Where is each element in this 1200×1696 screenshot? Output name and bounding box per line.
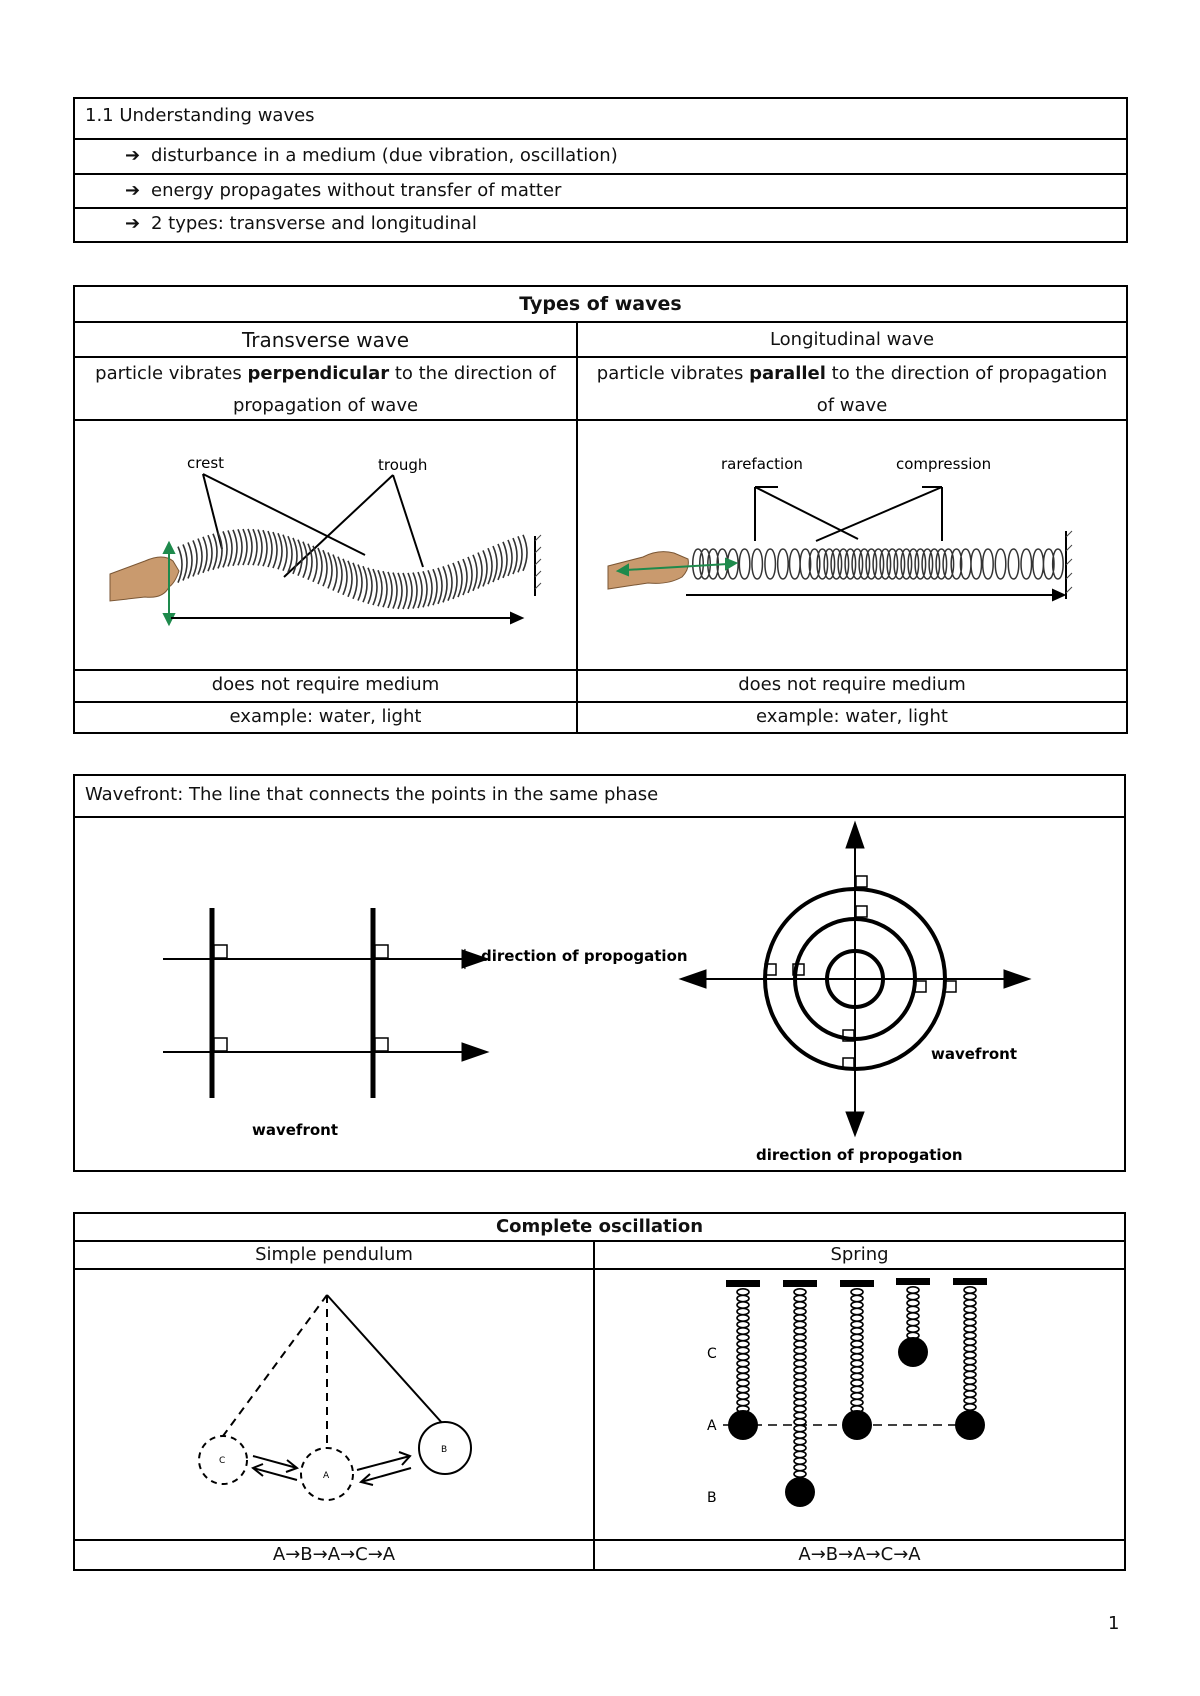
longitudinal-example: example: water, light [756,706,948,727]
direction-label-plane: direction of propogation [481,947,688,965]
spring-figure [595,1270,1126,1539]
transverse-example: example: water, light [229,706,422,727]
intro-point: energy propagates without transfer of matter [151,180,562,201]
oscillation-heading-row [75,1242,1124,1270]
types-heading-row [75,323,1126,358]
pendulum-label: C [219,1456,226,1466]
transverse-desc-post: to the direction of [389,363,556,384]
types-figure-row [75,421,1126,671]
hanging-springs [726,1278,987,1507]
wavefront-label-plane: wavefront [252,1121,339,1139]
arrow-icon: ➔ [125,213,141,234]
wavefront-label-circular: wavefront [931,1045,1018,1063]
crest-label: crest [187,454,225,472]
trough-label: trough [378,456,428,474]
compression-label: compression [896,455,992,473]
spring-label: B [707,1490,717,1506]
pendulum-figure [75,1270,593,1539]
transverse-desc-line2: propagation of wave [232,395,419,416]
longitudinal-desc-post: to the direction of propagation [825,363,1108,384]
transverse-wave-figure [75,421,576,669]
pendulum-label: B [441,1445,448,1455]
wavefront-table [73,774,1126,1172]
oscillation-figure-row [75,1270,1124,1541]
types-desc-row [75,358,1126,421]
direction-label-circular: direction of propogation [756,1146,963,1164]
circular-wavefront-diagram [680,822,1030,1136]
arrow-icon: ➔ [125,145,141,166]
arrow-icon: ➔ [125,180,141,201]
types-example-row [75,703,1126,734]
types-medium-row [75,671,1126,703]
oscillation-sequence-row [75,1541,1124,1571]
types-title-row [75,287,1126,323]
pointer-lines [755,487,942,541]
pendulum-strings [223,1295,443,1449]
spring-label: C [707,1346,717,1362]
spring-label: A [707,1418,717,1434]
longitudinal-wave-figure [578,421,1128,669]
intro-point: disturbance in a medium (due vibration, oscillation) [151,145,618,166]
intro-point-row [75,209,1126,243]
transverse-desc-bold: perpendicular [247,363,390,384]
oscillation-table [73,1212,1126,1571]
longitudinal-spring-coils [693,549,1063,579]
transverse-heading: Transverse wave [241,328,410,352]
longitudinal-heading: Longitudinal wave [769,329,935,350]
longitudinal-desc-line2: of wave [816,395,888,416]
transverse-desc-pre: particle vibrates [95,363,248,384]
types-title: Types of waves [519,293,682,315]
intro-point-row [75,140,1126,175]
oscillation-title: Complete oscillation [495,1216,704,1237]
spring-heading: Spring [830,1244,889,1265]
intro-point: 2 types: transverse and longitudinal [151,213,477,234]
plane-wavefront-diagram [163,908,488,1098]
transverse-medium: does not require medium [211,674,440,695]
pendulum-heading: Simple pendulum [255,1244,413,1265]
intro-point-row [75,175,1126,209]
propagation-arrow-icon [686,590,1064,600]
longitudinal-medium: does not require medium [738,674,966,695]
wavefront-figure [75,818,1124,1170]
longitudinal-description [578,358,1126,422]
wavefront-definition-row [75,776,1124,818]
longitudinal-desc-pre: particle vibrates [596,363,750,384]
slinky-coils [178,529,527,609]
wavefront-definition: Wavefront: The line that connects the points in the same phase [85,784,659,805]
page-number: 1 [1108,1613,1120,1634]
spring-sequence: A→B→A→C→A [798,1544,921,1565]
pendulum-label: A [323,1471,330,1481]
transverse-description [75,358,576,422]
rarefaction-label: rarefaction [721,455,803,473]
intro-table [73,97,1128,243]
propagation-arrow-icon [171,613,522,623]
pendulum-bobs [199,1422,471,1500]
intro-title: 1.1 Understanding waves [85,105,315,126]
pointer-lines [203,474,423,577]
longitudinal-desc-bold: parallel [749,363,826,384]
types-of-waves-table [73,285,1128,734]
oscillation-title-row [75,1214,1124,1242]
pendulum-sequence: A→B→A→C→A [272,1544,396,1565]
intro-title-row [75,99,1126,140]
